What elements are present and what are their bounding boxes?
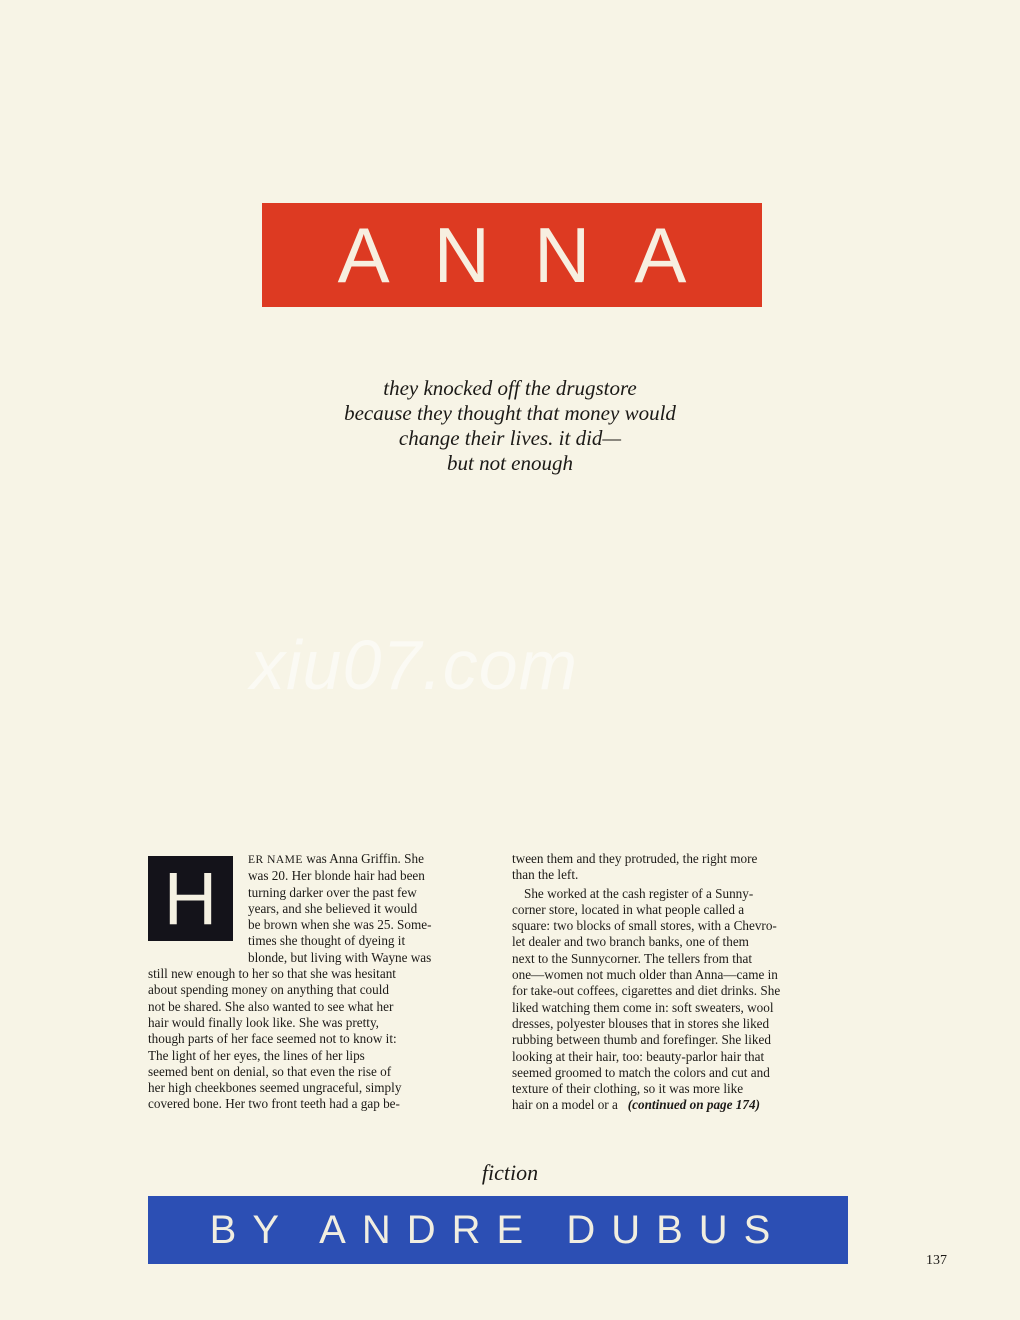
text-line: seemed bent on denial, so that even the rise of (148, 1063, 392, 1079)
drop-cap: H (148, 856, 233, 941)
text-line: blonde, but living with Wayne was (248, 949, 432, 965)
text-line: turning darker over the past few (248, 884, 417, 900)
story-deck (300, 376, 720, 476)
story-title: ANNA (337, 211, 731, 299)
text-line: rubbing between thumb and forefinger. She liked (512, 1032, 771, 1048)
deck-line: they knocked off the drugstore (383, 376, 637, 400)
title-banner (262, 203, 762, 307)
deck-line: because they thought that money would (344, 401, 676, 425)
text-line: hair on a model or a (continued on page 174) (512, 1097, 760, 1113)
text-line: not be shared. She also wanted to see what her (148, 998, 394, 1014)
article-column-2 (512, 851, 852, 1114)
text-line: corner store, located in what people called a (512, 901, 745, 917)
text-line: was 20. Her blonde hair had been (248, 868, 425, 884)
article-column-1 (148, 851, 488, 1113)
byline-banner (148, 1196, 848, 1264)
text-line: tween them and they protruded, the right more (512, 851, 758, 866)
text-line: dresses, polyester blouses that in stores she liked (512, 1015, 770, 1031)
text-line: than the left. (512, 867, 579, 883)
text-line: one—women not much older than Anna—came in (512, 967, 778, 983)
text-line: though parts of her face seemed not to know it: (148, 1031, 397, 1047)
text-line: looking at their hair, too: beauty-parlor hair that (512, 1048, 765, 1064)
text-line: She worked at the cash register of a Sunny- (524, 885, 754, 901)
watermark: xiu07.com (250, 626, 579, 704)
text-line: texture of their clothing, so it was more like (512, 1081, 744, 1097)
text-line: let dealer and two branch banks, one of them (512, 934, 749, 950)
lead-in: ER NAME (248, 854, 303, 866)
text-line: square: two blocks of small stores, with a Chevro- (512, 918, 777, 934)
deck-line: change their lives. it did— (398, 426, 622, 450)
continued-note: (continued on page 174) (627, 1097, 760, 1113)
deck-line: but not enough (447, 451, 573, 475)
text-line: seemed groomed to match the colors and cut and (512, 1064, 770, 1080)
text-line: hair would finally look like. She was pretty, (148, 1014, 379, 1030)
text-line: years, and she believed it would (248, 900, 418, 916)
page-number: 137 (926, 1253, 947, 1268)
text-line: covered bone. Her two front teeth had a gap be- (148, 1096, 400, 1112)
text-line: The light of her eyes, the lines of her lips (148, 1047, 365, 1063)
text-line: about spending money on anything that could (148, 982, 390, 998)
text-line: for take-out coffees, cigarettes and diet drinks. She (512, 983, 781, 999)
text-line: liked watching them come in: soft sweaters, wool (512, 999, 774, 1015)
byline: BY ANDRE DUBUS (209, 1208, 787, 1252)
text-line: her high cheekbones seemed ungraceful, simply (148, 1080, 402, 1096)
text-line: next to the Sunnycorner. The tellers from that (512, 950, 753, 966)
section-label: fiction (481, 1160, 539, 1185)
text-line: still new enough to her so that she was hesitant (148, 966, 396, 982)
text-line: be brown when she was 25. Some- (248, 917, 432, 933)
text-line: times she thought of dyeing it (248, 933, 406, 949)
text-line: ER NAME was Anna Griffin. She (248, 851, 424, 866)
